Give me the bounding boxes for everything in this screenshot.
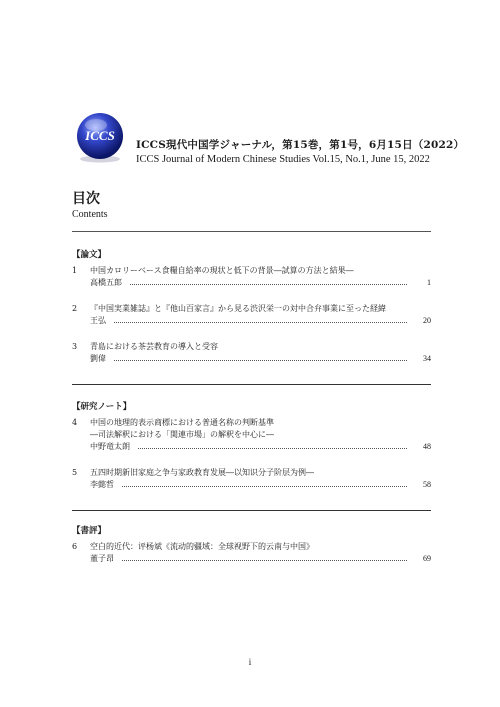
entry-author: 中野竜太朗 bbox=[90, 442, 130, 451]
toc-entry[interactable] bbox=[72, 417, 431, 453]
journal-title-jp: ICCS現代中国学ジャーナル，第15巻，第1号，6月15日（2022） bbox=[136, 139, 465, 151]
section-heading: 【論文】 bbox=[72, 250, 107, 260]
entry-page: 1 bbox=[427, 278, 431, 287]
entry-subtitle: ―司法解釈における「関連市場」の解釈を中心に― bbox=[90, 430, 274, 439]
entry-number: 6 bbox=[72, 542, 78, 551]
entry-title: 空白的近代：评杨斌《流动的疆域：全球视野下的云南与中国》 bbox=[90, 542, 314, 551]
journal-logo-icon bbox=[72, 109, 128, 165]
entry-title: 中国カロリーベース食糧自給率の現状と低下の背景―試算の方法と結果― bbox=[90, 266, 354, 275]
section-articles bbox=[72, 248, 431, 374]
toc-entry[interactable] bbox=[72, 467, 431, 491]
toc-entry[interactable] bbox=[72, 265, 431, 289]
entry-page: 34 bbox=[423, 354, 431, 363]
toc-entry[interactable] bbox=[72, 541, 431, 565]
entry-title: 青島における茶芸教育の導入と受容 bbox=[90, 342, 218, 351]
divider bbox=[72, 231, 431, 232]
section-heading: 【書評】 bbox=[72, 526, 107, 536]
entry-author: 劉偉 bbox=[90, 354, 106, 363]
entry-number: 2 bbox=[72, 304, 78, 313]
entry-number: 4 bbox=[72, 418, 78, 427]
journal-title-en: ICCS Journal of Modern Chinese Studies Vol.15, No.1, June 15, 2022 bbox=[136, 154, 430, 165]
entry-page: 20 bbox=[423, 316, 431, 325]
entry-number: 1 bbox=[72, 266, 78, 275]
logo-text: ICCS bbox=[85, 128, 115, 143]
leader-dots bbox=[122, 559, 407, 561]
entry-title: 五四时期新旧家庭之争与家政教育发展―以知识分子阶层为例― bbox=[90, 468, 314, 477]
toc-subtitle: Contents bbox=[72, 209, 108, 220]
toc-entry[interactable] bbox=[72, 303, 431, 327]
page-number: i bbox=[248, 657, 252, 667]
journal-header bbox=[136, 137, 464, 165]
entry-page: 48 bbox=[423, 442, 431, 451]
leader-dots bbox=[122, 485, 407, 487]
entry-author: 李懿哲 bbox=[90, 480, 114, 489]
leader-dots bbox=[114, 321, 407, 323]
entry-author: 高橋五郎 bbox=[90, 278, 122, 287]
entry-title: 『中国実業雑誌』と『他山百家言』から見る渋沢栄一の対中合弁事業に至った経緯 bbox=[90, 304, 386, 313]
entry-author: 董子昂 bbox=[90, 554, 114, 563]
toc-entry[interactable] bbox=[72, 341, 431, 365]
section-research-notes bbox=[72, 400, 431, 500]
divider bbox=[72, 384, 431, 385]
section-book-reviews bbox=[72, 524, 431, 574]
entry-page: 69 bbox=[423, 554, 431, 563]
entry-author: 王弘 bbox=[90, 316, 106, 325]
entry-title: 中国の地理的表示商標における普通名称の判断基準 bbox=[90, 418, 274, 427]
toc-title: 目次 bbox=[72, 191, 100, 207]
entry-number: 5 bbox=[72, 468, 78, 477]
leader-dots bbox=[130, 283, 407, 285]
entry-number: 3 bbox=[72, 342, 78, 351]
leader-dots bbox=[138, 447, 407, 449]
leader-dots bbox=[114, 359, 407, 361]
section-heading: 【研究ノート】 bbox=[72, 402, 132, 412]
divider bbox=[72, 510, 431, 511]
entry-page: 58 bbox=[423, 480, 431, 489]
